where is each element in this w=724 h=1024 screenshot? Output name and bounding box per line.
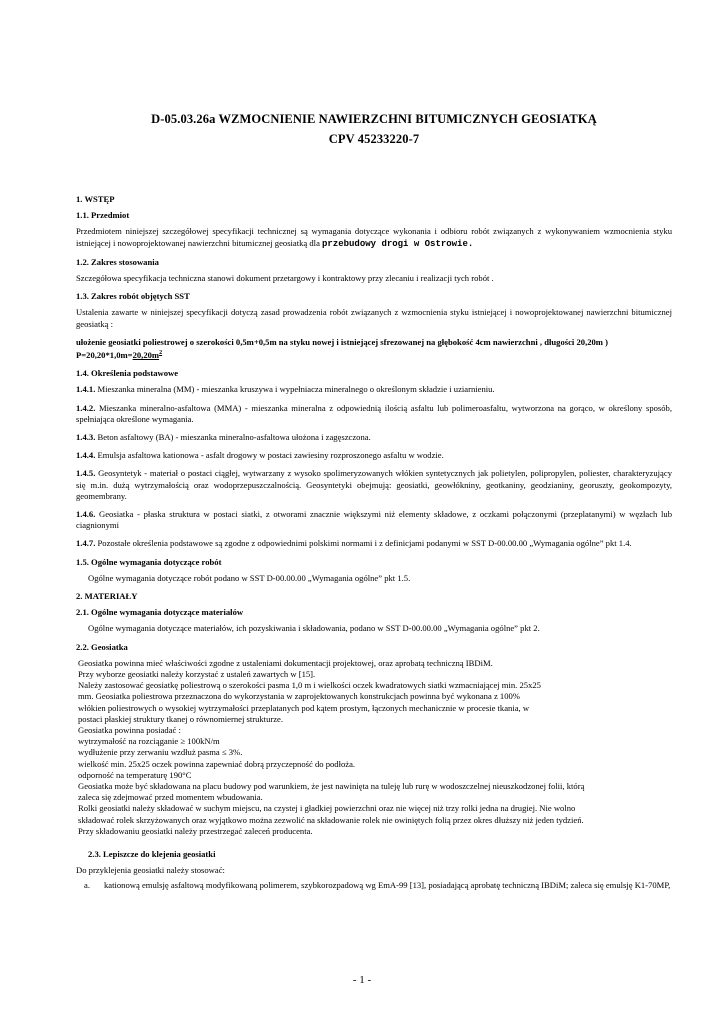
definition-number: 1.4.7.: [76, 538, 96, 549]
subsection-heading-1-5: 1.5. Ogólne wymagania dotyczące robót: [76, 556, 222, 567]
definition-text: Geosiatka - płaska struktura w postaci siatki, z otworami znacznie większymi niż elementy składowe, z oczkami połączonymi (przeplatanymi) w węzłach lub ciagnionymi: [76, 508, 672, 531]
paragraph-scope-bold: [76, 337, 672, 361]
paragraph-zakres: Szczegółowa specyfikacja techniczna stanowi dokument przetargowy i kontraktowy przy zlecaniu i realizacji tych robót .: [76, 273, 494, 284]
list-item-text: kationową emulsję asfaltową modyfikowaną polimerem, szybkorozpadową wg EmA-99 [13], posiadającą aprobatę techniczną IBDiM; zaleca się emulsję K1-70MP,: [104, 880, 671, 891]
definition-number: 1.4.5.: [76, 468, 96, 479]
geo-line: Geosiatka powinna posiadać :: [78, 724, 181, 735]
scope-bold-text: ułożenie geosiatki poliestrowej o szerokości 0,5m+0,5m na styku nowej i istniejącej sfrezowanej na głębokość 4cm nawierzchni , długości 20,20m ): [76, 336, 608, 347]
area-unit-sup: 2: [159, 350, 163, 357]
geo-line: wytrzymałość na rozciąganie ≥ 100kN/m: [78, 736, 220, 747]
definition-text: Mieszanka mineralna (MM) - mieszanka kruszywa i wypełniacza mineralnego o określonym składzie i uziarnieniu.: [95, 384, 495, 395]
geo-line: zaleca się zdejmować przed momentem wbudowania.: [78, 792, 263, 803]
definition-1-4-1: [76, 384, 672, 395]
definition-number: 1.4.6.: [76, 508, 96, 519]
definition-number: 1.4.4.: [76, 450, 96, 461]
geo-line: postaci płaskiej struktury tkanej o równomiernej strukturze.: [78, 713, 284, 724]
geo-line: Geosiatka może być składowana na placu budowy pod warunkiem, że jest nawinięta na tuleję lub rurę w wodoszczelnej nieuszkodzonej folii, którą: [78, 780, 585, 791]
geo-line: Należy zastosować geosiatkę poliestrową o szerokości pasma 1,0 m i wielkości oczek kwadratowych siatki wzmacniającej min. 25x25: [78, 680, 541, 691]
subsection-heading-1-4: 1.4. Określenia podstawowe: [76, 368, 179, 379]
geo-line: włókien poliestrowych o wysokiej wytrzymałości przeplatanych pod kątem prostym, łączonych mechanicznie w procesie tkania, w: [78, 702, 530, 713]
document-title: D-05.03.26a WZMOCNIENIE NAWIERZCHNI BITUMICZNYCH GEOSIATKĄ: [151, 112, 597, 126]
subsection-heading-2-1: 2.1. Ogólne wymagania dotyczące materiałów: [76, 607, 244, 618]
definition-text: Beton asfaltowy (BA) - mieszanka mineralno-asfaltowa ułożona i zagęszczona.: [95, 431, 371, 442]
subsection-heading-1-2: 1.2. Zakres stosowania: [76, 256, 159, 267]
subsection-heading-1-1: 1.1. Przedmiot: [76, 210, 130, 221]
page-number: - 1 -: [352, 974, 372, 986]
paragraph-ogolne-roboty: Ogólne wymagania dotyczące robót podano w SST D-00.00.00 „Wymagania ogólne” pkt 1.5.: [88, 572, 411, 583]
geo-line: wielkość min. 25x25 oczek powinna zapewniać dobrą przyczepność do podłoża.: [78, 758, 356, 769]
list-item-a: [76, 880, 672, 891]
definition-number: 1.4.3.: [76, 431, 96, 442]
definition-number: 1.4.1.: [76, 384, 96, 395]
definition-1-4-4: [76, 450, 672, 461]
geo-line: Przy wyborze geosiatki należy korzystać z ustaleń zawartych w [15].: [78, 668, 316, 679]
document-body: [76, 194, 672, 892]
definition-text: Emulsja asfaltowa kationowa - asfalt drogowy w postaci zawiesiny rozproszonego asfaltu w wodzie.: [95, 450, 444, 461]
geosiatka-block: [76, 658, 672, 837]
subsection-heading-2-2: 2.2. Geosiatka: [76, 641, 128, 652]
geo-line: wydłużenie przy zerwaniu wzdłuż pasma ≤ 3%.: [78, 747, 243, 758]
geo-line: mm. Geosiatka poliestrowa przeznaczona do wykorzystania w zaprojektowanych konstrukcjach powinna być wykonana z 100%: [78, 691, 520, 702]
geo-line: Rolki geosiatki należy składować w suchym miejscu, na czystej i gładkiej powierzchni oraz nie więcej niż trzy rolki jedna na drugiej. Nie wolno: [78, 803, 576, 814]
list-marker: a.: [84, 880, 90, 891]
definition-text: Geosyntetyk - materiał o postaci ciągłej, wytwarzany z wysoko spolimeryzowanych włókien syntetycznych jak polietylen, polipropylen, poliester, charakteryzujący się m.in. dużą wytrzymałością oraz wodoprzepuszczalnością. Geosyntetyki obejmują: geosiatki, geowłókniny, geotkaniny, geodzianiny, georuszty, geokompozyty, geomembrany.: [76, 468, 672, 501]
subsection-heading-2-3: 2.3. Lepiszcze do klejenia geosiatki: [88, 849, 216, 859]
paragraph-ogolne-materialy: Ogólne wymagania dotyczące materiałów, ich pozyskiwania i składowania, podano w SST D-00.00.00 „Wymagania ogólne” pkt 2.: [88, 623, 540, 634]
definition-text: Pozostałe określenia podstawowe są zgodne z odpowiednimi polskimi normami i z definicjami podanymi w SST D-00.00.00 „Wymagania ogólne” pkt 1.4.: [95, 538, 632, 549]
area-formula: P=20,20*1,0m=: [76, 349, 133, 360]
definition-text: Mieszanka mineralno-asfaltowa (MMA) - mieszanka mineralna z odpowiednią ilością asfaltu lub polimeroasfaltu, wytworzona na gorąco, w określony sposób, spełniająca określone wymagania.: [76, 402, 672, 424]
definition-number: 1.4.2.: [76, 402, 96, 413]
definition-1-4-6: [76, 509, 672, 531]
spacer: [76, 837, 672, 849]
definition-1-4-2: [76, 403, 672, 425]
paragraph-zakres-robot: Ustalenia zawarte w niniejszej specyfikacji dotyczą zasad prowadzenia robót związanych z wzmocnienia styku istniejącej i nowoprojektowanej nawierzchni bitumicznej geosiatką :: [76, 307, 672, 329]
paragraph-lepiszcze: Do przyklejenia geosiatki należy stosować:: [76, 865, 225, 876]
geo-line: Przy składowaniu geosiatki należy przestrzegać zaleceń producenta.: [78, 825, 313, 836]
area-result: 20,20m: [132, 349, 160, 360]
definition-1-4-3: [76, 432, 672, 443]
section-heading-1: 1. WSTĘP: [76, 194, 115, 204]
project-name: przebudowy drogi w Ostrowie.: [322, 238, 474, 249]
geo-line: odporność na temperaturę 190°C: [78, 769, 192, 780]
section-heading-2: 2. MATERIAŁY: [76, 590, 138, 601]
geo-line: Geosiatka powinna mieć właściwości zgodne z ustaleniami dokumentacji projektowej, oraz aprobatą techniczną IBDiM.: [78, 657, 493, 668]
definition-1-4-5: [76, 468, 672, 502]
przedmiot-text: Przedmiotem niniejszej szczegółowej specyfikacji technicznej są wymagania dotyczące wykonania i odbioru robót związanych z wykonywaniem wzmocnienia styku istniejącej i nowoprojektowanej nawierzchni bitumicznej geosiatką dla: [76, 226, 672, 248]
definition-1-4-7: [76, 538, 672, 549]
subsection-heading-1-3: 1.3. Zakres robót objętych SST: [76, 291, 190, 302]
geo-line: składować rolek skrzyżowanych oraz wyjątkowo można zezwolić na składowanie rolek nie owiniętych folią przez okres dłuższy niż jeden tydzień.: [78, 814, 584, 825]
cpv-code: CPV 45233220-7: [328, 132, 420, 146]
paragraph-przedmiot: [76, 226, 672, 249]
